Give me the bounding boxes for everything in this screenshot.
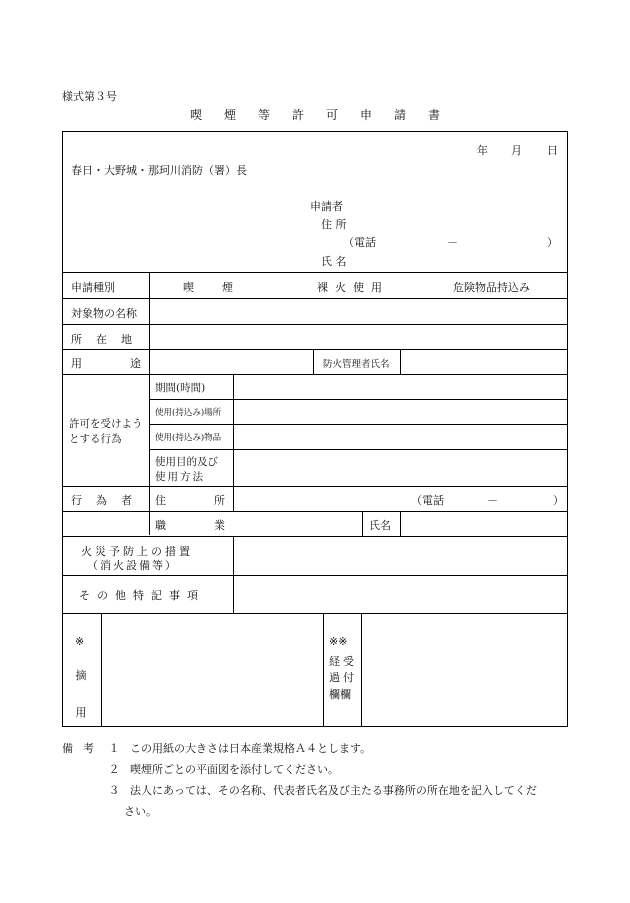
permit-period: 期間(時間) (155, 382, 206, 394)
type-label: 申請種別 (71, 281, 115, 294)
fire-prevention-sub: （消火設備等） (87, 559, 178, 572)
name-label: 氏 名 (321, 255, 347, 268)
date-day: 日 (547, 144, 558, 157)
notes-label: 備考 (62, 742, 104, 755)
note-number: １ (108, 742, 120, 755)
type-hazardous: 危険物品持込み (453, 281, 530, 294)
note-text: この用紙の大きさは日本産業規格Ａ４とします。 (130, 742, 372, 755)
column-label: 欄欄 (329, 688, 351, 701)
occupation-label: 職業 (155, 519, 273, 532)
form-number: 様式第３号 (62, 90, 117, 103)
phone-open: （電話 (343, 236, 376, 249)
reception-mark: ※※ (329, 635, 348, 648)
remarks-label: 摘用 (75, 669, 87, 719)
address-label: 住 所 (321, 218, 347, 231)
note-text: 法人にあっては、その名称、代表者氏名及び主たる事務所の所在地を記入してくだ (130, 784, 537, 797)
addressee: 春日・大野城・那珂川消防（署）長 (71, 164, 247, 177)
applicant-label: 申請者 (310, 200, 343, 213)
object-name-label: 対象物の名称 (71, 307, 137, 320)
other-notes-label: その他特記事項 (79, 589, 205, 602)
permit-goods: 使用(持込み)物品 (155, 433, 222, 443)
actor-address-label: 住所 (155, 494, 273, 507)
date-month: 月 (511, 144, 522, 157)
progress-label: 経過 (329, 655, 340, 684)
type-smoking: 喫煙 (183, 281, 261, 294)
actor-phone-open: （電話 (411, 494, 444, 507)
use-label: 用途 (71, 357, 189, 370)
phone-dash: － (447, 236, 458, 249)
notes (62, 738, 537, 822)
actor-phone-dash: － (487, 494, 498, 507)
permit-method: 使用方法 (155, 471, 205, 483)
permit-purpose: 使用目的及び (155, 456, 218, 468)
note-row-3 (62, 780, 537, 801)
location-label: 所在地 (71, 333, 146, 346)
fire-prevention-label: 火災予防上の措置 (81, 545, 193, 558)
permit-place: 使用(持込み)場所 (155, 408, 222, 418)
reception-label: 受付 (343, 655, 354, 684)
note-number: ２ (108, 763, 120, 776)
note-row-3-cont (62, 801, 537, 822)
note-row-1 (62, 738, 537, 759)
application-form (62, 131, 568, 727)
actor-name-label: 氏名 (369, 519, 391, 532)
note-continuation: さい。 (124, 805, 157, 818)
form-title: 喫煙等許可申請書 (189, 108, 462, 122)
actor-label: 行為者 (71, 494, 146, 507)
note-number: ３ (108, 784, 120, 797)
note-row-2 (62, 759, 537, 780)
actor-phone-close: ） (553, 494, 564, 507)
phone-close: ） (547, 236, 558, 249)
type-open-flame: 裸火使用 (317, 281, 389, 294)
date-year: 年 (477, 144, 488, 157)
remarks-mark: ※ (75, 635, 85, 648)
permit-group-label: 許可を受けようとする行為 (69, 418, 143, 445)
note-text: 喫煙所ごとの平面図を添付してください。 (130, 763, 339, 776)
fire-manager-label: 防火管理者氏名 (323, 359, 390, 370)
